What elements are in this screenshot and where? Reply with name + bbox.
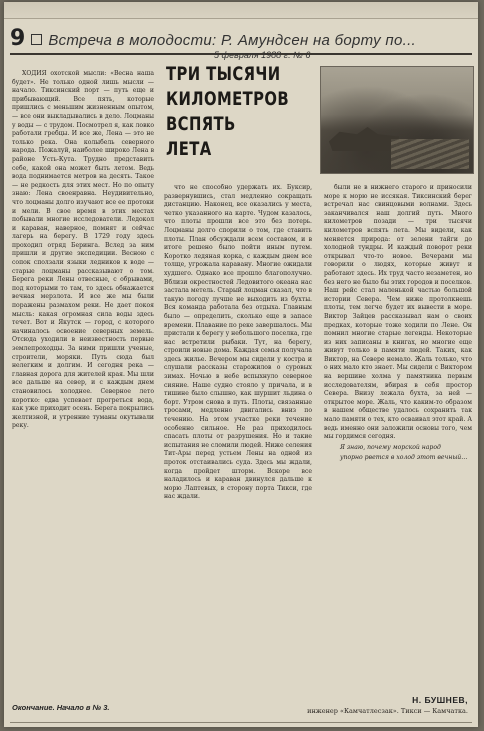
column-2-text: что не способно удержать их. Буксир, развернувшись, стал медленно сокращать дистанцию. Наконец, все оказались у места, четко указанного на карте. Чудом казалось, что плоты прошли все это без потерь. Лоцманы долго спорили о том, где ставить плоты. План обсуждали всем составом, и в итоге решено было пойти иным путем. Коротко ледяная корка, с каждым днем все толще, угрожала каравану. Многие ожидали худшего. Однако все прошло благополучно. Вблизи окрестностей Ледовитого океана нас застала метель. Старый лоцман сказал, что в такую погоду лучше не выходить из бухты. Вся команда работала без отдыха. Главным было — определить, сколько еще в запасе времени. Плавание по реке завершалось. Мы пристали к берегу у небольшого поселка, где нас встретили рыбаки. Тут, на берегу, строили новые дома. Каждая семья получала здесь жилье. Вечером мы сидели у костра и слушали рассказы старожилов о суровых зимах. Ночью в небе вспыхнуло северное сияние. Наше судно стояло у причала, и в тишине было слышно, как шуршит льдина о борт. Утром снова в путь. Плоты, связанные тросами, медленно двигались вниз по течению. На этом участке реки течение особенно сильное. Не раз приходилось спасать плоты от разрушения. Но и такие испытания не сломили людей. Ниже селения Тит-Ары перед устьем Лены на одной из проток отстаивались суда. Здесь мы ждали, когда пройдет шторм. Вскоре все наладилось и караван двинулся дальше к морю Лаптевых, в сторону порта Тикси, где нас ждали. bbox=[164, 184, 312, 501]
article-column-1 bbox=[12, 70, 154, 695]
section-title: Встреча в молодости: Р. Амундсен на борту по... bbox=[48, 32, 417, 49]
ship-silhouette-icon bbox=[329, 127, 399, 151]
section-square-icon bbox=[31, 34, 42, 45]
continuation-note: Окончание. Начало в № 3. bbox=[12, 703, 110, 712]
page-number: 9 bbox=[10, 26, 26, 51]
issue-date: 5 февраля 1988 г. № 6 bbox=[214, 50, 311, 60]
article-column-3 bbox=[324, 184, 472, 689]
author-role: инженер «Камчатлесзак». Тикси — Камчатка. bbox=[307, 707, 468, 715]
article-column-2 bbox=[164, 184, 312, 689]
headline-line-3: ВСПЯТЬ ЛЕТА bbox=[166, 113, 236, 160]
author-name: Н. БУШНЕВ, bbox=[412, 695, 468, 705]
column-1-text: ХОДИЯ охотской мысли: «Весна наша будет». Не только одной лишь мысли — начало. Тиксинский порт — путь еще и прибывающий. Все пять, которые пришлись с меньшим жизненным опытом, — все они выкладывались в дело. Лоцманы у воды — с трудом. Посмотрел я, как ловко работали гребцы. И все же, Лена — это не только река. Она колыбель северного народа. Пожалуй, наиболее широко Лена в районе Усть-Кута. Трудно представить себе, какой она может быть летом. Ведь вода поднимается метров на десять. Такое — не редкость для этих мест. Но по опыту знаю: Лена своенравна. Неудивительно, что лоцманы долго изучают все ее протоки и мели. В свое время в этих местах побывали многие исследователи. Ледокол и караван, наверное, помнят и сейчас лагерь на берегу. В 1729 году здесь проходил отряд Беринга. Вслед за ним пришли и другие экспедиции. Весною с сопок сползали языки ледников к воде — старые лоцманы рассказывают о том. Берега реки Лены отвесные, с обрывами, под которыми то там, то здесь обнажается вечная мерзлота. И все же мы были поражены размахом реки. Не дает покоя мысль: какая огромная сила воды здесь течет. Вот и Якутск — город, с которого начиналось освоение северных земель. Отсюда уходили в неизвестность первые землепроходцы. За ними пришли ученые, строители, моряки. Путь сюда был нелегким и долгим. И сегодня река — главная дорога для жителей края. Мы шли все дальше на север, и с каждым днем становилось холоднее. Северное лето коротко: едва успевает прогреться вода, как уже приходит осень. Берега покрылись желтизной, и утренние туманы окутывали реку. bbox=[12, 70, 154, 430]
article-photo bbox=[320, 66, 474, 174]
column-3-text: были не в нижнего старого и приносили море к морю не иссякая. Тиксинский берег встречал нас свинцовыми волнами. Здесь заканчивался наш долгий путь. Много километров позади — три тысячи километров вспять лета. Мы видели, как меняется природа: от зелени тайги до холодной тундры. И каждый поворот реки открывал что-то новое. Вечерами мы говорили о людях, которые живут и работают здесь. Их труд часто незаметен, но без него не было бы этих городов и поселков. Наш рейс стал маленькой частью большой истории Севера. Чем ниже протолкнешь плоты, тем легче будет их вывести в море. Виктор Зайцев рассказывал нам о своих предках, которые тоже ходили по Лене. Он помнил многие старые легенды. Некоторые из них записаны в книгах, но многие еще живут только в памяти людей. Таких, как Виктор, на Севере немало. Жаль только, что о них мало кто знает. Мы сидели с Виктором на вершине холма у памятника первым исследователям, вбирая в себя простор Севера. Внизу лежала бухта, за ней — открытое море. Жаль, что каким-то образом в нашем обществе удалось сохранить так мало памяти о тех, кто осваивал этот край. А ведь именно они заложили основы того, чем мы гордимся сегодня. bbox=[324, 184, 472, 441]
top-strip bbox=[4, 2, 478, 19]
newspaper-page bbox=[4, 2, 478, 727]
timber-rafts-icon bbox=[391, 139, 469, 169]
poem-line-1: Я знаю, почему морской народ bbox=[340, 443, 441, 451]
article-headline bbox=[166, 62, 290, 162]
headline-line-1: ТРИ ТЫСЯЧИ bbox=[166, 63, 281, 85]
poem-line-2: упорно рвется в холод этот вечный… bbox=[340, 454, 468, 462]
bottom-rule bbox=[10, 722, 472, 723]
headline-line-2: КИЛОМЕТРОВ bbox=[166, 88, 290, 110]
